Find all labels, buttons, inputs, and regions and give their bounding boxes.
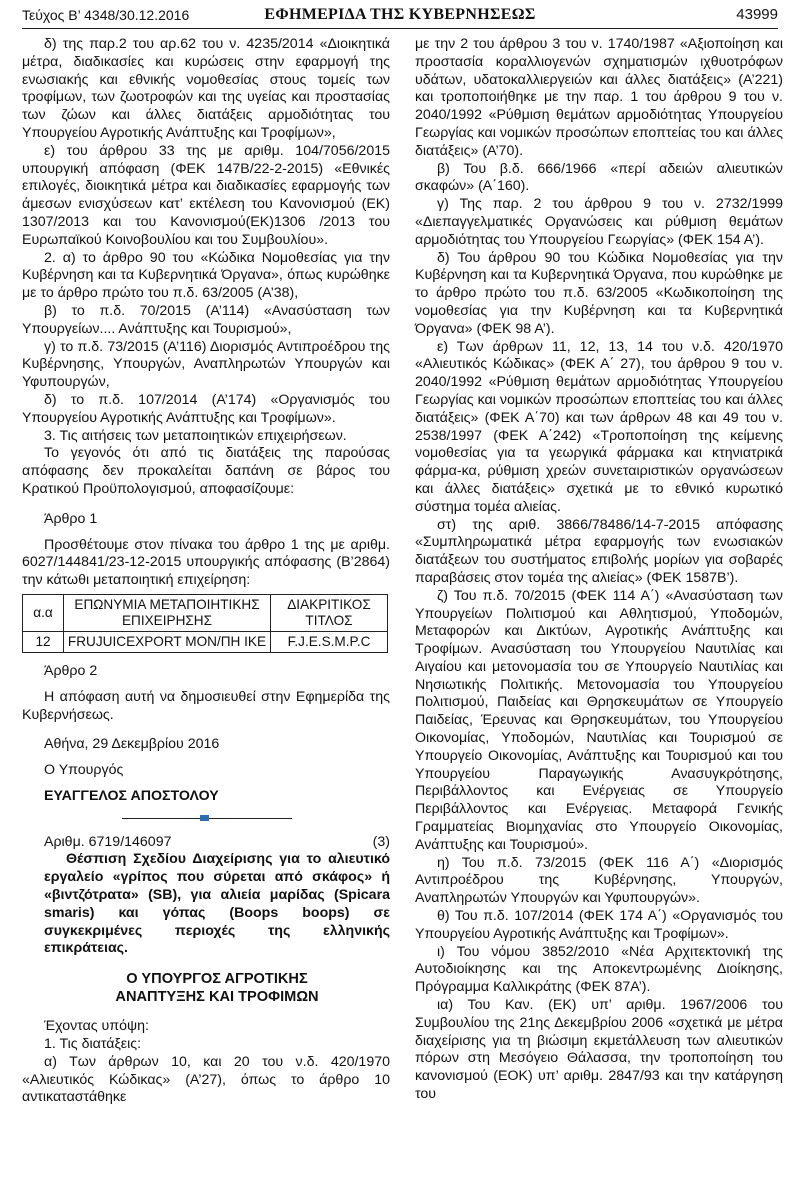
paragraph: γ) Της παρ. 2 του άρθρου 9 του ν. 2732/1999 «Διεπαγγελματικές Οργανώσεις και ρύθμιση θεμάτων αρμοδιότητας του Υπουργείου Γεωργίας» (ΦΕΚ 154 Α’).	[415, 196, 783, 248]
left-column	[22, 36, 390, 1107]
minister-name: ΕΥΑΓΓΕΛΟΣ ΑΠΟΣΤΟΛΟΥ	[44, 787, 219, 804]
paragraph: 3. Τις αιτήσεις των μεταποιητικών επιχειρήσεων.	[44, 427, 347, 444]
column-header: α.α	[23, 594, 64, 631]
paragraph: ια) Του Καν. (ΕΚ) υπ’ αριθμ. 1967/2006 του Συμβουλίου της 21ης Δεκεμβρίου 2006 «σχετικά με μέτρα διαχείρισης για τη βιώσιμη εκμετάλλευση των αλιευτικών πόρων στη Μεσόγειο Θάλασσα, την τροποποίηση του κανονισμού (ΕΟΚ) υπ’ αριθμ. 2847/93 και την κατάργηση του	[415, 997, 783, 1103]
paragraph: δ) το π.δ. 107/2014 (Α’174) «Οργανισμός του Υπουργείου Αγροτικής Ανάπτυξης και Τροφίμων».	[22, 391, 390, 426]
paragraph: 1. Τις διατάξεις:	[44, 1036, 142, 1053]
paragraph: Προσθέτουμε στον πίνακα του άρθρο 1 της με αριθμ. 6027/144841/23-12-2015 υπουργικής απόφασης (Β’2864) την κάτωθι μεταποιητική επιχείρηση:	[22, 536, 390, 589]
table-cell: FRUJUICEXPORT ΜΟΝ/ΠΗ ΙΚΕ	[64, 631, 271, 652]
paragraph: θ) Του π.δ. 107/2014 (ΦΕΚ 174 Α΄) «Οργανισμός του Υπουργείου Αγροτικής Ανάπτυξης και Τροφίμων».	[415, 908, 783, 942]
decision-index: (3)	[372, 833, 390, 850]
table-cell: 12	[23, 631, 64, 652]
article-1-title: Άρθρο 1	[44, 510, 98, 527]
paragraph: α) Των άρθρων 10, και 20 του ν.δ. 420/1970 «Αλιευτικός Κώδικας» (Α’27), όπως το άρθρο 10 αντικαταστάθηκε	[22, 1053, 390, 1106]
paragraph: στ) της αριθ. 3866/78486/14-7-2015 απόφασης «Συμπληρωματικά μέτρα εφαρμογής των ενωσιακών διατάξεων του συστήματος επιβολής μορίων για σοβαρές παραβάσεις στον τομέα της αλιείας» (ΦΕΚ 1587Β’).	[415, 516, 783, 586]
paragraph: με την 2 του άρθρου 3 του ν. 1740/1987 «Αξιοποίηση και προστασία κοραλλιογενών σχηματισμών ιχθυοτρόφων υδάτων, υδατοκαλλιεργειών και άλλες διατάξεις» (Α’221) και τροποποιήθηκε με την παρ. 1 του άρθρου 9 του ν. 2040/1992 «Ρύθμιση θεμάτων αρμοδιότητας Υπουργείου Γεωργίας και νομικών προσώπων εποπτείας του και άλλες διατάξεις» (Α’70).	[415, 36, 783, 159]
gazette-title: ΕΦΗΜΕΡΙΔΑ ΤΗΣ ΚΥΒΕΡΝΗΣΕΩΣ	[264, 6, 536, 23]
paragraph: η) Του π.δ. 73/2015 (ΦΕΚ 116 Α΄) «Διορισμός Αντιπροέδρου της Κυβέρνησης, Υπουργών, Αναπληρωτών Υπουργών και Υφυπουργών».	[415, 854, 783, 907]
article-2-title: Άρθρο 2	[44, 662, 98, 679]
paragraph: ε) Των άρθρων 11, 12, 13, 14 του ν.δ. 420/1970 «Αλιευτικός Κώδικας» (ΦΕΚ Α΄ 27), του άρθρου 9 του ν. 2040/1992 «Ρύθμιση θεμάτων αρμοδιότητας Υπουργείου Γεωργίας και νομικών προσώπων εποπτείας του και άλλες διατάξεις» (ΦΕΚ Α΄70) και των άρθρων 48 και 49 του ν. 2538/1997 (ΦΕΚ Α΄242) «Τροποποίηση της κείμενης νομοθεσίας για τα γεωργικά φάρμακα και κτηνιατρικά φάρμα-κα, ρύθμιση χρεών συνεταιριστικών οργανώσεων και άλλες διατάξεις» σχετικά με το εθνικό κυρωτικό σύστημα τομέα αλιείας.	[415, 338, 783, 515]
minister-title-line-1: Ο ΥΠΟΥΡΓΟΣ ΑΓΡΟΤΙΚΗΣ	[126, 971, 308, 988]
paragraph: ι) Του νόμου 3852/2010 «Νέα Αρχιτεκτονική της Αυτοδιοίκησης και της Αποκεντρωμένης Διοίκησης, Πρόγραμμα Καλλικράτης (ΦΕΚ 87Α’).	[415, 943, 783, 996]
column-header: ΔΙΑΚΡΙΤΙΚΟΣ ΤΙΤΛΟΣ	[271, 594, 388, 631]
minister-role: Ο Υπουργός	[44, 762, 124, 779]
issue-label: Τεύχος Β’ 4348/30.12.2016	[22, 7, 190, 23]
table-cell: F.J.E.S.M.P.C	[271, 631, 388, 652]
paragraph: Έχοντας υπόψη:	[44, 1018, 149, 1035]
column-header: ΕΠΩΝΥΜΙΑ ΜΕΤΑΠΟΙΗΤΙΚΗΣ ΕΠΙΧΕΙΡΗΣΗΣ	[64, 594, 271, 631]
decision-header	[22, 834, 390, 852]
table-header-row	[23, 594, 388, 631]
right-column	[415, 36, 783, 1104]
section-separator	[22, 810, 390, 826]
paragraph: δ) Του άρθρου 90 του Κώδικα Νομοθεσίας για την Κυβέρνηση και τα Κυβερνητικά Όργανα, που κυρώθηκε με το άρθρο πρώτο του π.δ. 63/2005 «Κωδικοποίηση της νομοθεσίας για την Κυβέρνηση και τα Κυβερνητικά Όργανα» (ΦΕΚ 98 Α’).	[415, 249, 783, 337]
decision-title: Θέσπιση Σχεδίου Διαχείρισης για το αλιευτικό εργαλείο «γρίπος που σύρεται από σκάφος» ή «βιντζότρατα» (SB), για αλιεία μαρίδας (Spicara smaris) και γόπας (Boops boops) σε συγκεκριμένες περιοχές της ελληνικής επικράτειας.	[44, 851, 390, 957]
minister-title-line-2: ΑΝΑΠΤΥΞΗΣ ΚΑΙ ΤΡΟΦΙΜΩΝ	[115, 989, 319, 1006]
paragraph: ε) του άρθρου 33 της με αριθμ. 104/7056/2015 υπουργική απόφαση (ΦΕΚ 147Β/22-2-2015) «Εθνικές επιλογές, διοικητικά μέτρα και διαδικασίες εφαρμογής των άμεσων ενισχύσεων κατ’ εκτέλεση του Κανονισμού (ΕΚ) 1307/2013 και του Κανονισμού(ΕΚ)1306 /2013 του Ευρωπαϊκού Κοινοβουλίου και του Συμβουλίου».	[22, 142, 390, 248]
table-row	[23, 631, 388, 652]
paragraph: 2. α) το άρθρο 90 του «Κώδικα Νομοθεσίας για την Κυβέρνηση και τα Κυβερνητικά Όργανα», όπως κυρώθηκε με το άρθρο πρώτο του π.δ. 63/2005 (Α’38),	[22, 249, 390, 302]
paragraph: β) Του β.δ. 666/1966 «περί αδειών αλιευτικών σκαφών» (Α΄160).	[415, 160, 783, 195]
paragraph: Η απόφαση αυτή να δημοσιευθεί στην Εφημερίδα της Κυβερνήσεως.	[22, 688, 390, 723]
page-number: 43999	[736, 6, 778, 23]
place-date: Αθήνα, 29 Δεκεμβρίου 2016	[44, 736, 220, 753]
decision-number: Αριθμ. 6719/146097	[44, 833, 172, 850]
paragraph: β) το π.δ. 70/2015 (Α’114) «Ανασύσταση των Υπουργείων.... Ανάπτυξης και Τουρισμού»,	[22, 302, 390, 337]
paragraph: Το γεγονός ότι από τις διατάξεις της παρούσας απόφασης δεν προκαλείται δαπάνη σε βάρος του Κρατικού Προϋπολογισμού, αποφασίζουμε:	[22, 445, 390, 497]
paragraph: δ) της παρ.2 του αρ.62 του ν. 4235/2014 «Διοικητικά μέτρα, διαδικασίες και κυρώσεις στην εφαρμογή της ενωσιακής και εθνικής νομοθεσίας στους τομείς των τροφίμων, των ζωοτροφών και της υγείας και προστασίας των ζώων και άλλες διατάξεις αρμοδιότητας του Υπουργείου Αγροτικής Ανάπτυξης και Τροφίμων»,	[22, 36, 390, 141]
paragraph: ζ) Του π.δ. 70/2015 (ΦΕΚ 114 Α΄) «Ανασύσταση των Υπουργείων Πολιτισμού και Αθλητισμού, Υποδομών, Μεταφορών και Δικτύων, Αγροτικής Ανάπτυξης και Τροφίμων. Ανασύσταση του Υπουργείου Ναυτιλίας και Αιγαίου και μετονομασία του σε Υπουργείο Ναυτιλίας και Νησιωτικής Πολιτικής. Μετονομασία του Υπουργείου Πολιτισμού, Παιδείας και Θρησκευμάτων σε Υπουργείο Παιδείας, Έρευνας και Θρησκευμάτων, του Υπουργείου Οικονομίας, Υποδομών, Ναυτιλίας και Τουρισμού σε Υπουργείο Οικονομίας, Ανάπτυξης και Τουρισμού και του Υπουργείου Παραγωγικής Ανασυγκρότησης, Περιβάλλοντος και Ενέργειας σε Υπουργείο Περιβάλλοντος και Ενέργειας. Μεταφορά Γενικής Γραμματείας Βιομηχανίας στο Υπουργείο Οικονομίας, Ανάπτυξης και Τουρισμού».	[415, 587, 783, 853]
paragraph: γ) το π.δ. 73/2015 (Α’116) Διορισμός Αντιπροέδρου της Κυβέρνησης, Υπουργών, Αναπληρωτών Υπουργών και Υφυπουργών,	[22, 338, 390, 391]
page-header	[22, 4, 778, 29]
company-table	[22, 594, 388, 653]
